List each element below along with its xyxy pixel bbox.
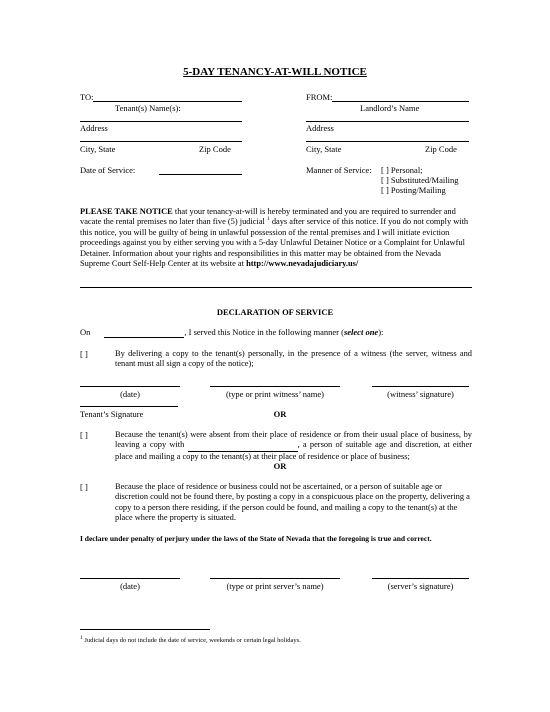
notice-part1: that your tenancy-at-will is hereby terminated and you are required to surrender and vacate the rental premises no later than five (5) judicial (80, 207, 456, 227)
select-one: select one (343, 327, 379, 337)
to-label: TO: (80, 92, 94, 102)
served-date-field[interactable] (104, 327, 184, 338)
checkbox-option-1[interactable]: [ ] (80, 349, 88, 359)
notice-footnote-mark: 1 (266, 216, 270, 223)
witness-name-line[interactable] (210, 386, 340, 387)
option-3-text: Because the place of residence or business could not be ascertained, or a person of suitable age or discretion could not be found there, by posting a copy in a conspicuous place on the property, delivering a copy to a person there residing, if the person could be found, and mailing a copy to the tenant(s) at the place where the property is situated. (115, 482, 470, 523)
date-of-service-label: Date of Service: (80, 165, 136, 175)
served-end: ): (378, 327, 384, 337)
recipient-name-field[interactable] (188, 440, 298, 451)
witness-signature-line[interactable] (372, 386, 469, 387)
landlord-address-label: Address (306, 123, 334, 133)
page-title: 5-DAY TENANCY-AT-WILL NOTICE (183, 66, 367, 78)
or-separator-2: OR (273, 461, 287, 471)
option-2-part-a: Because the tenant(s) were absent from their place of residence or from their usual place of business, by leaving a copy with (115, 430, 472, 450)
to-line[interactable] (93, 101, 242, 102)
tenant-address-label: Address (80, 123, 108, 133)
tenant-signature-line[interactable] (80, 406, 178, 407)
manner-option-personal[interactable]: [ ] Personal; (381, 165, 423, 175)
manner-of-service-label: Manner of Service: (306, 165, 372, 175)
checkbox-option-2[interactable]: [ ] (80, 430, 88, 440)
footnote-number: 1 (80, 634, 83, 641)
server-signature-line[interactable] (372, 578, 469, 579)
on-label: On (80, 327, 91, 337)
tenant-city-line[interactable] (80, 141, 242, 142)
landlord-name-label: Landlord’s Name (360, 103, 420, 113)
manner-option-substituted[interactable]: [ ] Substituted/Mailing (381, 175, 459, 185)
witness-date-label: (date) (120, 389, 140, 399)
landlord-zip-label: Zip Code (425, 144, 457, 154)
witness-name-label: (type or print witness’ name) (225, 389, 325, 399)
landlord-city-state-label: City, State (306, 144, 342, 154)
tenant-address-line[interactable] (80, 121, 242, 122)
server-name-line[interactable] (210, 578, 340, 579)
server-date-line[interactable] (80, 578, 180, 579)
witness-signature-label: (witness’ signature) (387, 389, 454, 399)
perjury-statement: I declare under penalty of perjury under the laws of the State of Nevada that the foregoing is true and correct. (80, 534, 432, 543)
landlord-city-line[interactable] (306, 141, 469, 142)
server-signature-label: (server’s signature) (387, 581, 454, 591)
date-of-service-line[interactable] (159, 174, 242, 175)
website-link[interactable]: http://www.nevadajudiciary.us/ (246, 259, 359, 269)
tenant-zip-label: Zip Code (199, 144, 231, 154)
notice-lead: PLEASE TAKE NOTICE (80, 207, 173, 216)
footnote-text: Judicial days do not include the date of service, weekends or certain legal holidays. (84, 637, 301, 644)
footnote (80, 634, 301, 645)
notice-paragraph (80, 207, 472, 269)
option-2-text (115, 430, 472, 462)
server-date-label: (date) (120, 581, 140, 591)
option-2-part-b: , a person of suitable age and discretion, at either place and mailing a copy to the tenant(s) at their place of residence or place of business; (115, 440, 472, 461)
landlord-address-line[interactable] (306, 121, 469, 122)
tenant-names-label: Tenant(s) Name(s): (115, 103, 181, 113)
server-name-label: (type or print server’s name) (226, 581, 324, 591)
from-line[interactable] (332, 101, 469, 102)
or-separator-1: OR (273, 409, 287, 419)
tenant-city-state-label: City, State (80, 144, 116, 154)
witness-date-line[interactable] (80, 386, 180, 387)
footnote-divider (80, 629, 210, 630)
checkbox-option-3[interactable]: [ ] (80, 482, 88, 492)
manner-option-posting[interactable]: [ ] Posting/Mailing (381, 185, 446, 195)
declaration-heading: DECLARATION OF SERVICE (216, 307, 334, 317)
tenant-signature-label: Tenant’s Signature (80, 409, 144, 419)
notice-part2: days after service of this notice. If you do not comply with this notice, you will be guilty of being in unlawful possession of the rental premises and I will initiate eviction proceedings against you by either serving you with a 5-day Unlawful Detainer Notice or a Complaint for Unlawful Detainer. Information about your rights and responsibilities in this matter may be obtained from the Nevada Supreme Court Self-Help Center at its website at (80, 217, 469, 269)
section-divider (80, 287, 472, 288)
served-line (80, 327, 383, 338)
from-label: FROM: (306, 92, 333, 102)
option-1-text: By delivering a copy to the tenant(s) personally, in the presence of a witness (the server, witness and tenant must all sign a copy of the notice); (115, 349, 472, 369)
served-text: , I served this Notice in the following manner ( (184, 327, 344, 337)
